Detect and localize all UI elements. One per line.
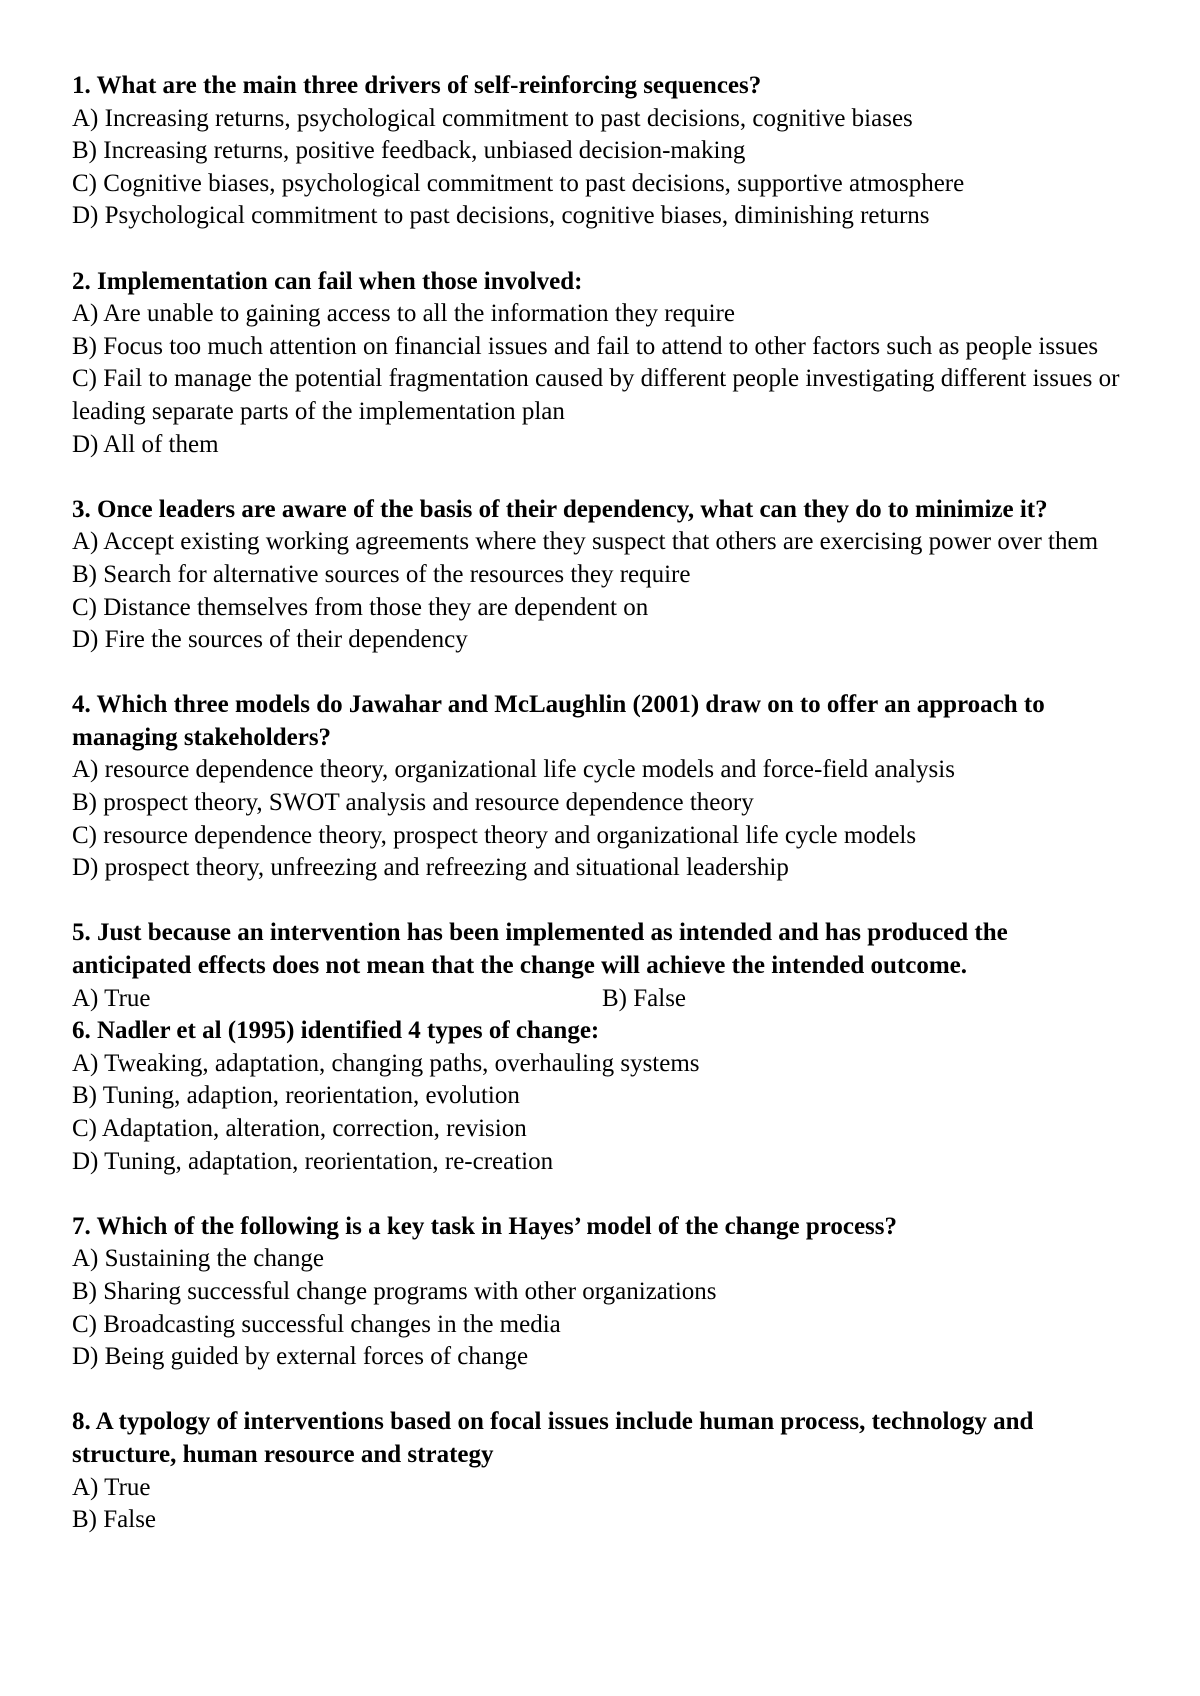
true-false-options bbox=[72, 983, 1132, 1016]
answer-option: B) False bbox=[72, 1506, 157, 1534]
answer-option: D) prospect theory, unfreezing and refreezing and situational leadership bbox=[72, 854, 789, 882]
question-1 bbox=[72, 70, 1132, 233]
answer-option: A) Are unable to gaining access to all the information they require bbox=[72, 300, 735, 328]
answer-option: D) Fire the sources of their dependency bbox=[72, 626, 468, 654]
question-title: 8. A typology of interventions based on focal issues include human process, technology and structure, human resource and strategy bbox=[72, 1408, 1034, 1468]
answer-option: B) Tuning, adaption, reorientation, evolution bbox=[72, 1082, 520, 1110]
question-title: 1. What are the main three drivers of self-reinforcing sequences? bbox=[72, 72, 762, 99]
answer-option: D) Being guided by external forces of change bbox=[72, 1343, 529, 1371]
answer-option: B) False bbox=[602, 984, 687, 1012]
quiz-document bbox=[72, 70, 1132, 1537]
answer-option: A) True bbox=[72, 1473, 151, 1501]
answer-option: B) Sharing successful change programs with other organizations bbox=[72, 1277, 717, 1305]
question-title: 2. Implementation can fail when those involved: bbox=[72, 267, 583, 295]
question-7 bbox=[72, 1211, 1132, 1374]
question-6 bbox=[72, 1015, 1132, 1178]
answer-option: B) Focus too much attention on financial issues and fail to attend to other factors such as people issues bbox=[72, 332, 1099, 360]
question-5 bbox=[72, 917, 1132, 1015]
question-title: 5. Just because an intervention has been implemented as intended and has produced the anticipated effects does not mean that the change will achieve the intended outcome. bbox=[72, 919, 1008, 980]
answer-option: C) Distance themselves from those they are dependent on bbox=[72, 593, 649, 621]
answer-option: A) Sustaining the change bbox=[72, 1245, 325, 1273]
question-title: 6. Nadler et al (1995) identified 4 types of change: bbox=[72, 1017, 600, 1045]
question-2 bbox=[72, 266, 1132, 462]
answer-option: A) resource dependence theory, organizational life cycle models and force-field analysis bbox=[72, 756, 955, 784]
answer-option: A) True bbox=[72, 984, 151, 1012]
answer-option: B) Increasing returns, positive feedback, unbiased decision-making bbox=[72, 137, 746, 165]
answer-option: D) Psychological commitment to past decisions, cognitive biases, diminishing returns bbox=[72, 202, 930, 230]
question-4 bbox=[72, 689, 1132, 885]
answer-option: C) Broadcasting successful changes in the media bbox=[72, 1310, 561, 1338]
answer-option: A) Tweaking, adaptation, changing paths, overhauling systems bbox=[72, 1049, 700, 1077]
answer-option: B) Search for alternative sources of the resources they require bbox=[72, 560, 691, 588]
answer-option: C) resource dependence theory, prospect theory and organizational life cycle models bbox=[72, 821, 917, 849]
question-3 bbox=[72, 494, 1132, 657]
answer-option: D) All of them bbox=[72, 430, 219, 458]
answer-option: D) Tuning, adaptation, reorientation, re-creation bbox=[72, 1147, 554, 1175]
answer-option: A) Accept existing working agreements where they suspect that others are exercising power over them bbox=[72, 528, 1099, 556]
answer-option: B) prospect theory, SWOT analysis and resource dependence theory bbox=[72, 789, 754, 817]
question-title: 4. Which three models do Jawahar and McLaughlin (2001) draw on to offer an approach to managing stakeholders? bbox=[72, 691, 1045, 751]
answer-option: C) Adaptation, alteration, correction, revision bbox=[72, 1115, 527, 1142]
question-title: 7. Which of the following is a key task in Hayes’ model of the change process? bbox=[72, 1212, 898, 1240]
answer-option: A) Increasing returns, psychological commitment to past decisions, cognitive biases bbox=[72, 104, 913, 132]
answer-option: C) Cognitive biases, psychological commitment to past decisions, supportive atmosphere bbox=[72, 169, 965, 197]
answer-option: C) Fail to manage the potential fragmentation caused by different people investigating different issues or leading separate parts of the implementation plan bbox=[72, 365, 1120, 425]
question-title: 3. Once leaders are aware of the basis of their dependency, what can they do to minimize it? bbox=[72, 495, 1048, 523]
question-8 bbox=[72, 1406, 1132, 1536]
